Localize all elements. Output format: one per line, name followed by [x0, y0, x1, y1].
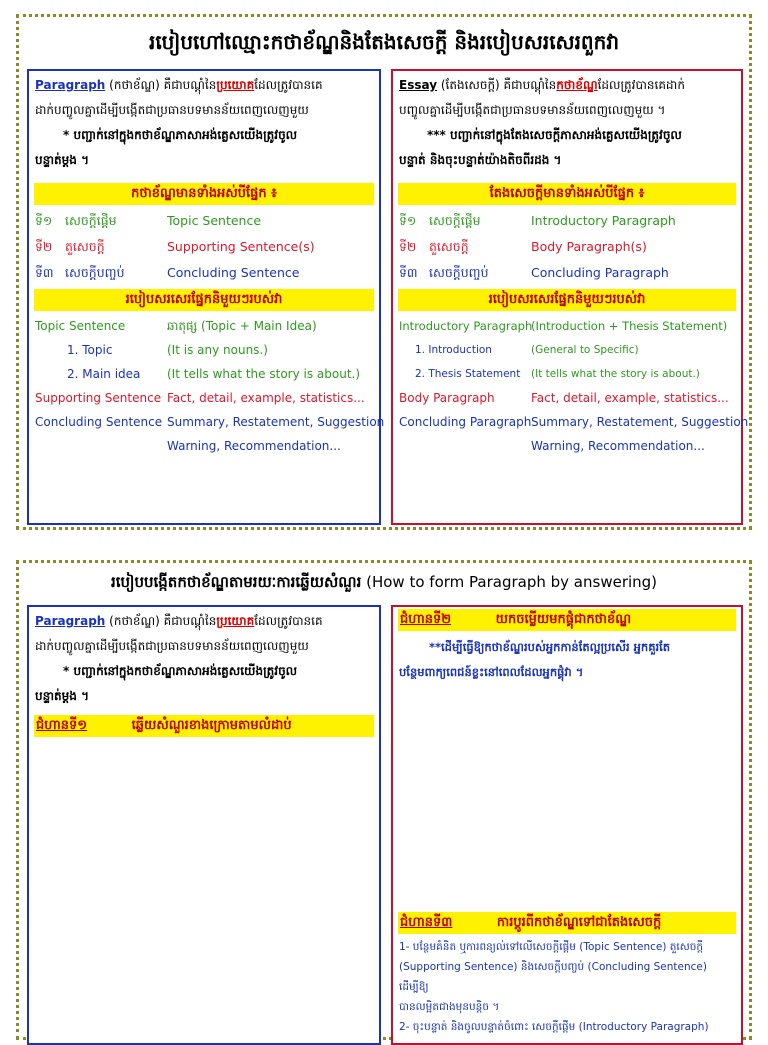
detail-label: 2. Thesis Statement — [415, 368, 521, 380]
detail-value: Warning, Recommendation... — [531, 439, 705, 453]
definition-text: (តែងសេចក្តី) គឺជាបណ្តុំនៃ — [437, 78, 557, 92]
definition-text: ដែលត្រូវបានគេ — [254, 78, 323, 92]
detail-label: 1. Topic — [67, 343, 113, 357]
note-text: បន្ទាត់ និងចុះបន្ទាត់យ៉ាងតិចពីរដង ។ — [399, 153, 562, 167]
step-label: ជំហានទី២ — [400, 612, 452, 627]
part-khmer: សេចក្តីផ្តើម — [429, 213, 481, 228]
note-text: បន្ថែមពាក្យពេជន៍ខ្លះនៅពេលដែលអ្នកផ្គុំវា ។ — [399, 665, 584, 679]
highlight-word: ប្រយោគ — [216, 614, 255, 628]
definition-text: ដែលត្រូវបានគេ — [254, 614, 323, 628]
detail-label: Introductory Paragraph — [399, 319, 533, 333]
detail-label: Supporting Sentence — [35, 391, 162, 405]
note-text: បន្ទាត់ម្តង ។ — [35, 153, 89, 167]
definition-text: ដែលត្រូវបានគេដាក់ — [597, 78, 685, 92]
detail-value: ឆាតុផ្ស (Topic + Main Idea) — [167, 319, 317, 333]
step-line: 1- បន្ថែមគំនិត ឬការពន្យល់ទៅលើសេចក្តីផ្តើម (Topic Sentence) តួសេចក្តី — [399, 941, 704, 953]
detail-value: (It tells what the story is about.) — [531, 368, 700, 380]
paragraph-definition — [35, 73, 373, 173]
paragraph-column — [27, 69, 385, 525]
part-khmer: តួសេចក្តី — [65, 239, 105, 254]
section-band: របៀបសរសេរផ្នែកនិមួយៗរបស់វា — [398, 289, 736, 311]
definition-text: (កថាខ័ណ្ឌ) គឺជាបណ្តុំនៃ — [105, 78, 217, 92]
part-english: Topic Sentence — [167, 213, 262, 228]
definition-text: ដាក់បញ្ចូលគ្នាដើម្បីបង្កើតជាប្រធានបទមានន័យពេញលេញមួយ — [35, 103, 309, 117]
detail-value: (It tells what the story is about.) — [167, 367, 361, 381]
definition-text: ដាក់បញ្ចូលគ្នាដើម្បីបង្កើតជាប្រធានបទមានន័យពេញលេញមួយ — [35, 639, 309, 653]
part-english: Body Paragraph(s) — [531, 239, 647, 254]
step3-body — [399, 937, 735, 1037]
note-text: *** បញ្ជាក់នៅក្នុងតែងសេចក្តីភាសាអង់គ្លេសយើងត្រូវចូល — [427, 128, 682, 142]
step-label: ជំហានទី៣ — [400, 915, 453, 930]
note-text: **ដើម្បីធ្វើឱ្យកថាខ័ណ្ឌរបស់អ្នកកាន់តែល្អប្រសើរ អ្នកគួរតែ — [429, 640, 671, 654]
section-band: កថាខ័ណ្ឌមានទាំងអស់បីផ្នែក ៖ — [34, 183, 374, 205]
step-text: ឆ្លើយសំណួរខាងក្រោមតាមលំដាប់ — [131, 718, 292, 733]
part-khmer: តួសេចក្តី — [429, 239, 469, 254]
steps-column — [391, 605, 743, 1045]
step-line: 2- ចុះបន្ទាត់ និងចូលបន្ទាត់ចំពោះ សេចក្តីផ្តើម (Introductory Paragraph) — [399, 1021, 709, 1033]
step-line: (Supporting Sentence) និងសេចក្តីបញ្ចប់ (Concluding Sentence) ដើម្បីឱ្យ — [399, 961, 707, 993]
detail-value: Summary, Restatement, Suggestion — [167, 415, 385, 429]
section-band: តែងសេចក្តីមានទាំងអស់បីផ្នែក ៖ — [398, 183, 736, 205]
definition-text: (កថាខ័ណ្ឌ) គឺជាបណ្តុំនៃ — [105, 614, 217, 628]
note-text: * បញ្ជាក់នៅក្នុងកថាខ័ណ្ឌភាសាអង់គ្លេសយើងត្រូវចូល — [63, 128, 298, 142]
essay-column — [391, 69, 749, 525]
detail-label: 1. Introduction — [415, 344, 492, 356]
definition-text: បញ្ចូលគ្នាដើម្បីបង្កើតជាប្រធានបទមានន័យពេញលេញមួយ ។ — [399, 103, 666, 117]
detail-label: Topic Sentence — [35, 319, 126, 333]
step-label: ជំហានទី១ — [36, 718, 88, 733]
part-number: ទី២ — [35, 239, 53, 254]
essay-definition — [399, 73, 735, 173]
part-number: ទី៣ — [35, 265, 54, 280]
detail-value: Fact, detail, example, statistics... — [531, 391, 729, 405]
summary-panel — [16, 14, 752, 530]
note-text: * បញ្ជាក់នៅក្នុងកថាខ័ណ្ឌភាសាអង់គ្លេសយើងត្រូវចូល — [63, 664, 298, 678]
title-khmer: របៀបបង្កើតកថាខ័ណ្ឌតាមរយៈការឆ្លើយសំណួរ — [110, 573, 362, 591]
panel-title — [19, 573, 749, 595]
detail-value: Warning, Recommendation... — [167, 439, 341, 453]
step2-note — [399, 635, 735, 685]
part-number: ទី១ — [399, 213, 417, 228]
part-khmer: សេចក្តីផ្តើម — [65, 213, 117, 228]
part-number: ទី២ — [399, 239, 417, 254]
step-text: ការប្តូរពីកថាខ័ណ្ឌទៅជាតែងសេចក្តី — [496, 915, 662, 930]
paragraph-keyword: Paragraph — [35, 78, 106, 92]
part-khmer: សេចក្តីបញ្ចប់ — [65, 265, 125, 280]
paragraph-column — [27, 605, 381, 1045]
step-band — [34, 715, 374, 737]
section-band: របៀបសរសេរផ្នែកនិមួយៗរបស់វា — [34, 289, 374, 311]
title-english: (How to form Paragraph by answering) — [361, 573, 658, 591]
detail-label: Body Paragraph — [399, 391, 495, 405]
detail-label: Concluding Sentence — [35, 415, 163, 429]
paragraph-definition — [35, 609, 373, 709]
detail-value: (Introduction + Thesis Statement) — [531, 319, 728, 333]
steps-panel — [16, 560, 752, 1040]
part-english: Supporting Sentence(s) — [167, 239, 315, 254]
part-number: ទី៣ — [399, 265, 418, 280]
detail-value: Fact, detail, example, statistics... — [167, 391, 365, 405]
detail-value: (General to Specific) — [531, 344, 639, 356]
essay-keyword: Essay — [399, 78, 438, 92]
step-band — [398, 609, 736, 631]
part-english: Concluding Paragraph — [531, 265, 669, 280]
part-khmer: សេចក្តីបញ្ចប់ — [429, 265, 489, 280]
panel-title: របៀបហៅឈ្មោះកថាខ័ណ្ឌនិងតែងសេចក្តី និងរបៀបសរសេរពួកវា — [148, 30, 620, 54]
part-number: ទី១ — [35, 213, 53, 228]
detail-label: 2. Main idea — [67, 367, 141, 381]
note-text: បន្ទាត់ម្តង ។ — [35, 689, 89, 703]
detail-label: Concluding Paragraph — [399, 415, 532, 429]
part-english: Introductory Paragraph — [531, 213, 676, 228]
step-band — [398, 912, 736, 934]
highlight-word: ប្រយោគ — [216, 78, 255, 92]
detail-value: Summary, Restatement, Suggestion — [531, 415, 749, 429]
step-line: បានលម្អិតជាងមុនបន្តិច ។ — [399, 1001, 500, 1013]
highlight-word: កថាខ័ណ្ឌ — [556, 78, 598, 92]
paragraph-keyword: Paragraph — [35, 614, 106, 628]
detail-value: (It is any nouns.) — [167, 343, 268, 357]
step-text: យកចម្លើយមកផ្គុំជាកថាខ័ណ្ឌ — [495, 612, 632, 627]
part-english: Concluding Sentence — [167, 265, 300, 280]
